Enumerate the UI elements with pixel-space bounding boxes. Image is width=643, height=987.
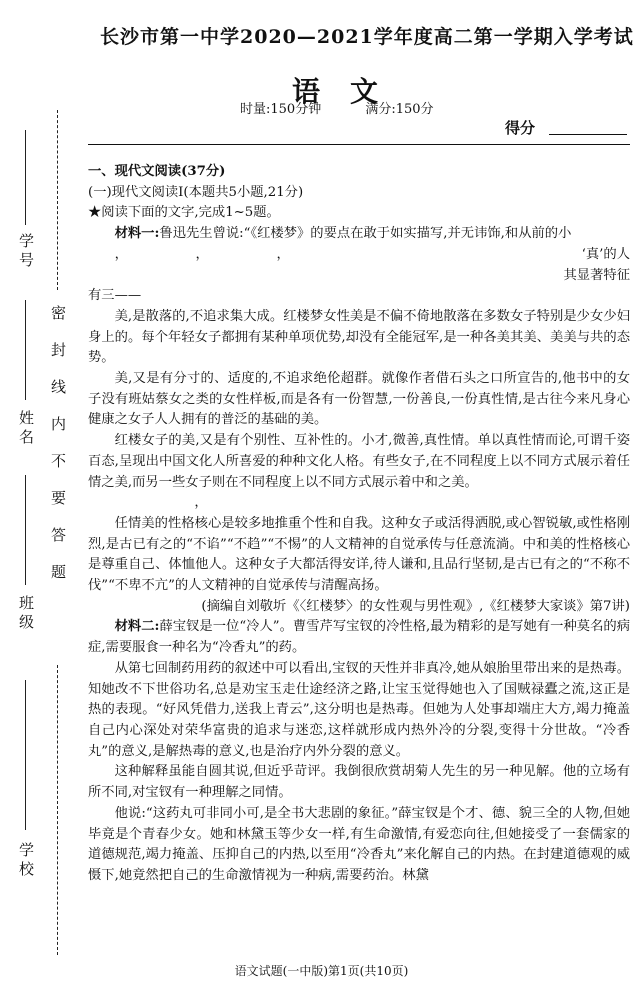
material1-gap-commas: ， ， ， (114, 246, 358, 262)
material1-text: 鲁迅先生曾说:“《红楼梦》的要点在敢于如实描写,并无讳饰,和从前的小 (159, 226, 572, 242)
material1-gap-line (88, 245, 630, 266)
name-label: 姓名 (17, 410, 35, 448)
binding-instruction (50, 305, 65, 601)
reading-content (88, 162, 630, 887)
material2-intro (88, 617, 630, 658)
instruction: ★阅读下面的文字,完成1~5题。 (88, 205, 280, 221)
full-score: 满分:150分 (365, 102, 434, 117)
paragraph-6: 这种解释虽能自圆其说,但近乎苛评。我倒很欣赏胡菊人先生的另一种见解。他的立场有所不同,对宝钗有一种理解之同情。 (88, 764, 630, 801)
time-limit: 时量:150分钟 (240, 102, 322, 117)
score-blank[interactable] (549, 134, 627, 135)
class-label: 班级 (17, 595, 35, 633)
name-line (25, 300, 26, 400)
subject-title: 语文 (291, 75, 408, 108)
citation: (摘编自刘敬圻《〈红楼梦〉的女性观与男性观》,《红楼梦大家谈》第7讲) (201, 598, 630, 614)
header-rule (88, 144, 630, 145)
paragraph-5: 从第七回制药用药的叙述中可以看出,宝钗的天性并非真冷,她从娘胎里带出来的是热毒。知她改不下世俗功名,总是劝宝玉走仕途经济之路,让宝玉觉得她也入了国贼禄蠹之流,这正是热的表现。“好风凭借力,送我上青云”,这分明也是热毒。但她为人处事却端庄大方,竭力掩盖自己内心深处对荣华富贵的追求与迷恋,这样就形成内热外冷的分裂,变得十分世故。“冷香丸”的意义,是解热毒的意义,也是治疗内外分裂的意义。 (88, 660, 630, 759)
student-no-line (25, 130, 26, 225)
binding-margin (0, 0, 80, 987)
student-no-label: 学号 (17, 233, 35, 271)
exam-meta (240, 98, 480, 117)
paragraph-4: 任情美的性格核心是较多地推重个性和自我。这种女子或活得洒脱,或心智锐敏,或性格刚烈,是古已有之的“不谄”“不趋”“不惕”的人文精神的自觉承传与任意流淌。中和美的性格核心是尊重自己、体恤他人。这种女子大都活得安详,待人谦和,且品行坚韧,是古已有之的“不称不伐”“不卑不亢”的人文精神的自觉承传与清醒高扬。 (88, 515, 630, 594)
material2-text: 薛宝钗是一位“冷人”。曹雪芹写宝钗的冷性格,最为精彩的是写她有一种莫名的病症,需要服食一种名为“冷香丸”的药。 (88, 619, 630, 656)
binding-dash-bottom (57, 665, 58, 955)
paragraph-3-gap: ， (194, 495, 208, 511)
score-label: 得分 (505, 119, 536, 137)
part1-subheading: (一)现代文阅读Ⅰ(本题共5小题,21分) (88, 184, 304, 200)
exam-title: 长沙市第一中学2020—2021学年度高二第一学期入学考试 (100, 26, 634, 48)
material1-gap-feature: 其显著特征 (563, 267, 630, 283)
paragraph-1: 美,是散落的,不追求集大成。红楼梦女性美是不偏不倚地散落在多数女子特别是少女少妇身上的。每个年轻女子都拥有某种单项优势,却没有全能冠军,是一种各美其美、美美与共的态势。 (88, 308, 630, 366)
material2-label: 材料二: (114, 619, 160, 635)
part1-heading: 一、现代文阅读(37分) (88, 164, 226, 179)
material1-gap-three: 有三—— (88, 288, 142, 304)
paragraph-3: 红楼女子的美,又是有个别性、互补性的。小才,微善,真性情。单以真性情而论,可谓千姿百态,呈现出中国文化人所喜爱的种种文化人格。有些女子,在不同程度上以不同方式展示着任情之美,而另一些女子则在不同程度上以不同方式展示着中和之美。 (88, 433, 630, 490)
page-footer: 语文试题(一中版)第1页(共10页) (234, 964, 409, 978)
binding-text: 密封线内不要答题 (49, 305, 67, 601)
paragraph-2: 美,又是有分寸的、适度的,不追求绝伦超群。就像作者借石头之口所宣告的,他书中的女子没有班姑蔡女之类的女性样板,而是各有一份智慧,一份善良,一份真性情,是古往今来凡身心健康之女子人人拥有的普泛的基础的美。 (88, 371, 630, 428)
binding-dash-top (57, 110, 58, 290)
material1-gap-zhen: ‘真’的人 (581, 246, 630, 262)
material1-label: 材料一: (114, 226, 160, 242)
paragraph-7: 他说:“这药丸可非同小可,是全书大悲剧的象征。”薛宝钗是个才、德、貌三全的人物,但她毕竟是个青春少女。她和林黛玉等少女一样,有生命激情,有爱恋向往,但她接受了一套儒家的道德规范,竭力掩盖、压抑自己的内热,以至用“冷香丸”来化解自己的内热。在封建道德观的威慑下,她竟然把自己的生命激情视为一种病,需要药治。林黛 (88, 805, 630, 883)
school-label: 学校 (17, 842, 35, 880)
material1-intro (88, 224, 630, 245)
school-line (25, 680, 26, 830)
class-line (25, 475, 26, 585)
